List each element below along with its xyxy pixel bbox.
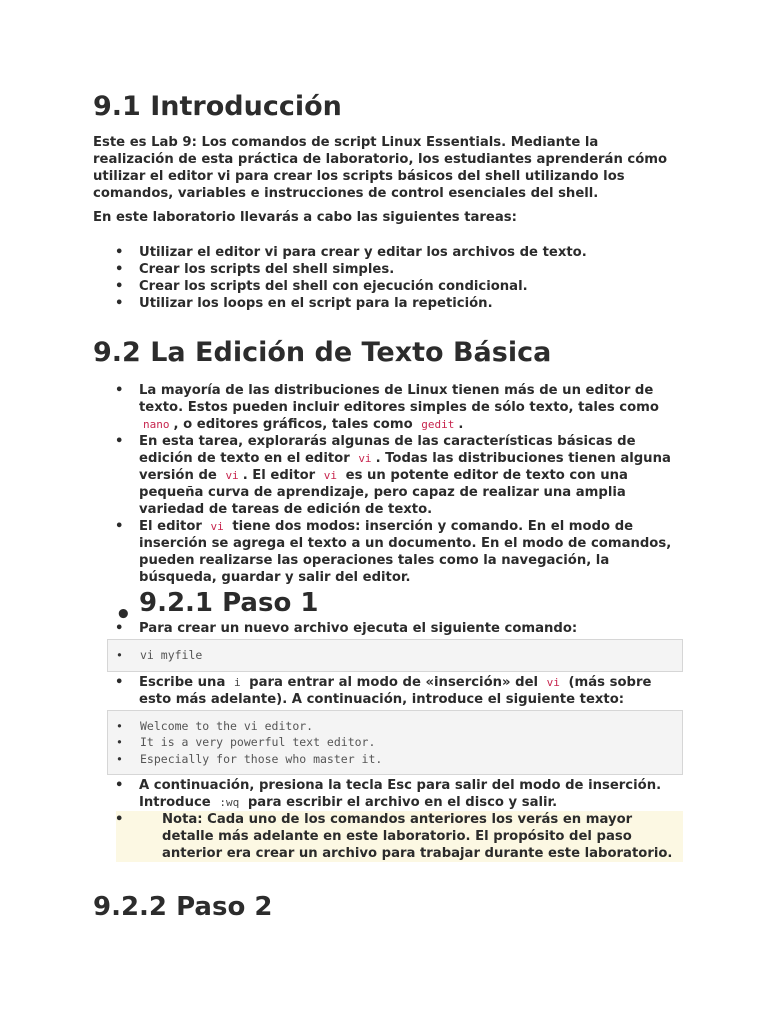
note-callout: • Nota: Cada uno de los comandos anteriores los verás en mayor detalle más adelante en este laboratorio. El propósito del paso anterior era crear un archivo para trabajar durante este laboratorio.: [116, 811, 683, 862]
inline-code: vi: [210, 520, 224, 533]
section-heading-introduccion: 9.1 Introducción: [93, 91, 342, 122]
section-heading-paso-2: 9.2.2 Paso 2: [93, 892, 273, 922]
document-content: [93, 88, 683, 924]
inline-code: gedit: [421, 418, 455, 431]
step-heading-paso-1: • 9.2.1 Paso 1: [93, 586, 683, 620]
code-block: [107, 710, 683, 776]
list-item: • Escribe una i para entrar al modo de «inserción» del vi (más sobre esto más adelante). A continuación, introduce el siguiente texto:: [93, 674, 683, 708]
list-item: • Crear los scripts del shell con ejecución condicional.: [93, 278, 683, 295]
inline-code: i: [233, 675, 241, 689]
key-name: Esc: [387, 778, 412, 793]
code-line: • Especially for those who master it.: [108, 751, 682, 768]
tasks-intro-paragraph: En este laboratorio llevarás a cabo las siguientes tareas:: [93, 210, 517, 225]
inline-code: :wq: [219, 796, 240, 809]
list-item: • El editor vi tiene dos modos: inserción y comando. En el modo de inserción se agrega el texto a un documento. En el modo de comandos, pueden realizarse las operaciones tales como la navegación, la búsqueda, guardar y salir del editor.: [93, 518, 683, 586]
list-item: • La mayoría de las distribuciones de Linux tienen más de un editor de texto. Estos pueden incluir editores simples de sólo texto, tales como nano , o editores gráficos, tales como gedit .: [93, 382, 683, 433]
code-line: • It is a very powerful text editor.: [108, 734, 682, 751]
code-line: • vi myfile: [108, 647, 682, 664]
inline-code: vi: [225, 469, 239, 482]
code-line: • Welcome to the vi editor.: [108, 718, 682, 735]
list-item: • Utilizar el editor vi para crear y editar los archivos de texto.: [93, 244, 683, 261]
list-item: • Para crear un nuevo archivo ejecuta el siguiente comando:: [93, 620, 683, 637]
section-heading-edicion-texto: 9.2 La Edición de Texto Básica: [93, 337, 552, 368]
code-block: [107, 639, 683, 672]
inline-code: vi: [358, 452, 372, 465]
tasks-list: [93, 244, 683, 312]
inline-code: nano: [143, 418, 170, 431]
paso1-list-continued: [93, 777, 683, 862]
edicion-list: [93, 382, 683, 637]
list-item: • Utilizar los loops en el script para la repetición.: [93, 295, 683, 312]
intro-paragraph: Este es Lab 9: Los comandos de script Linux Essentials. Mediante la realización de esta práctica de laboratorio, los estudiantes aprenderán cómo utilizar el editor vi para crear los scripts básicos del shell utilizando los comandos, variables e instrucciones de control esenciales del shell.: [93, 135, 668, 201]
paso1-list: [93, 674, 683, 708]
list-item: • En esta tarea, explorarás algunas de las características básicas de edición de texto en el editor vi . Todas las distribuciones tienen alguna versión de vi . El editor vi es un potente editor de texto con una pequeña curva de aprendizaje, pero capaz de realizar una amplia variedad de tareas de edición de texto.: [93, 433, 683, 518]
inline-code: vi: [546, 675, 560, 689]
inline-code: vi: [323, 469, 338, 482]
list-item: • Crear los scripts del shell simples.: [93, 261, 683, 278]
list-item: • A continuación, presiona la tecla Esc para salir del modo de inserción. Introduce :wq para escribir el archivo en el disco y salir.: [93, 777, 683, 811]
